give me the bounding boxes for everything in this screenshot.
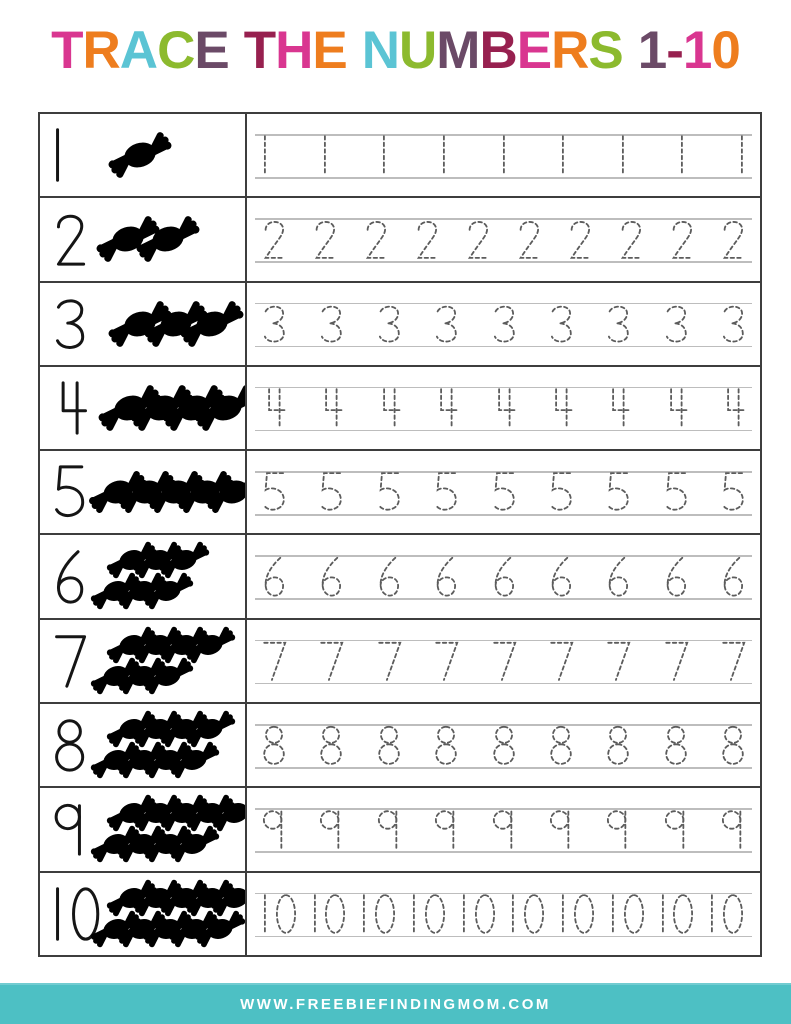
candy-group [40, 620, 245, 702]
trace-digit-row [260, 303, 747, 345]
trace-digit [310, 893, 350, 935]
trace-digit [547, 808, 575, 850]
candy-group [40, 114, 245, 196]
trace-digit [260, 218, 288, 260]
guide-line-bottom [255, 346, 752, 348]
trace-digit [464, 218, 492, 260]
trace-digit [260, 808, 288, 850]
number-cell [40, 535, 247, 617]
trace-digit-row [260, 893, 747, 935]
trace-digit [317, 724, 345, 766]
number-cell [40, 283, 247, 365]
trace-digit [311, 218, 339, 260]
trace-digit [662, 303, 690, 345]
trace-digit [317, 555, 345, 597]
title-letter: A [119, 21, 158, 80]
trace-digit [490, 471, 518, 513]
trace-digit [662, 555, 690, 597]
trace-digit [432, 303, 460, 345]
worksheet-row [40, 367, 760, 451]
trace-digit [490, 387, 518, 429]
candy-group [40, 704, 245, 786]
trace-digit [375, 555, 403, 597]
guide-line-bottom [255, 598, 752, 600]
trace-digit [317, 640, 345, 682]
trace-digit [547, 387, 575, 429]
footer-bar [0, 983, 791, 1024]
trace-digit [409, 893, 449, 935]
page-title [0, 21, 791, 80]
trace-digit-row [260, 471, 747, 513]
title-letter: E [312, 21, 347, 80]
trace-digit [719, 387, 747, 429]
trace-digit [662, 387, 690, 429]
trace-digit [604, 724, 632, 766]
trace-digit [490, 555, 518, 597]
trace-digit [260, 471, 288, 513]
title-letter: 0 [711, 21, 740, 80]
guide-line-bottom [255, 851, 752, 853]
worksheet-row [40, 873, 760, 955]
title-letter: N [361, 21, 400, 80]
trace-digit [359, 893, 399, 935]
guide-line-bottom [255, 261, 752, 263]
trace-cell [247, 451, 760, 533]
trace-digit [707, 893, 747, 935]
worksheet-row [40, 704, 760, 788]
trace-cell [247, 367, 760, 449]
number-cell [40, 873, 247, 955]
trace-digit [260, 134, 270, 176]
trace-digit [547, 471, 575, 513]
trace-digit [662, 640, 690, 682]
candy-group [40, 535, 245, 617]
trace-digit [662, 724, 690, 766]
title-letter: T [243, 21, 276, 80]
footer-url: WWW.FREEBIEFINDINGMOM.COM [240, 996, 551, 1013]
trace-digit [459, 893, 499, 935]
trace-digit [547, 555, 575, 597]
trace-digit [719, 640, 747, 682]
title-letter: 1 [637, 21, 667, 80]
trace-digit [375, 303, 403, 345]
trace-digit [432, 387, 460, 429]
trace-digit [375, 471, 403, 513]
trace-digit [379, 134, 389, 176]
trace-digit-row [260, 387, 747, 429]
worksheet-row [40, 451, 760, 535]
title-letter: T [51, 21, 83, 80]
trace-digit-row [260, 134, 747, 176]
trace-digit-row [260, 724, 747, 766]
title-letter: M [436, 21, 480, 80]
trace-digit [508, 893, 548, 935]
worksheet-row [40, 114, 760, 198]
candy-group [40, 788, 245, 870]
worksheet-row [40, 788, 760, 872]
worksheet-row [40, 283, 760, 367]
trace-digit [432, 471, 460, 513]
trace-cell [247, 114, 760, 196]
candy-group [40, 451, 245, 533]
title-letter: E [516, 21, 552, 80]
trace-digit [515, 218, 543, 260]
title-letter: H [275, 21, 313, 80]
trace-digit-row [260, 555, 747, 597]
number-cell [40, 620, 247, 702]
trace-digit [432, 640, 460, 682]
trace-digit [260, 724, 288, 766]
trace-digit [604, 808, 632, 850]
title-letter: S [588, 21, 623, 80]
trace-digit-row [260, 640, 747, 682]
trace-digit [490, 724, 518, 766]
trace-digit [490, 303, 518, 345]
trace-cell [247, 283, 760, 365]
number-cell [40, 114, 247, 196]
trace-digit [719, 724, 747, 766]
title-letter: C [157, 21, 195, 80]
title-letter: R [551, 21, 589, 80]
trace-digit [558, 893, 598, 935]
guide-line-bottom [255, 767, 752, 769]
trace-digit [737, 134, 747, 176]
guide-line-bottom [255, 177, 752, 179]
trace-digit [499, 134, 509, 176]
candy-group [40, 873, 245, 955]
guide-line-bottom [255, 430, 752, 432]
trace-digit [375, 808, 403, 850]
trace-digit [719, 808, 747, 850]
trace-digit [439, 134, 449, 176]
title-letter: E [194, 21, 229, 80]
trace-digit [719, 218, 747, 260]
trace-digit [608, 893, 648, 935]
worksheet-row [40, 620, 760, 704]
candy-icon [104, 130, 176, 180]
title-letter: - [666, 21, 683, 80]
guide-line-bottom [255, 936, 752, 938]
trace-cell [247, 620, 760, 702]
trace-digit-row [260, 808, 747, 850]
trace-cell [247, 535, 760, 617]
trace-digit [604, 387, 632, 429]
trace-digit [490, 808, 518, 850]
trace-digit [432, 555, 460, 597]
trace-digit [260, 640, 288, 682]
number-cell [40, 198, 247, 280]
trace-digit [375, 724, 403, 766]
trace-digit [719, 555, 747, 597]
trace-digit [547, 640, 575, 682]
trace-digit [604, 471, 632, 513]
trace-digit [317, 471, 345, 513]
trace-digit [558, 134, 568, 176]
trace-digit [260, 555, 288, 597]
trace-digit [317, 387, 345, 429]
trace-cell [247, 873, 760, 955]
title-letter: 1 [682, 21, 712, 80]
trace-digit [566, 218, 594, 260]
trace-digit [604, 555, 632, 597]
trace-digit [413, 218, 441, 260]
trace-digit [719, 471, 747, 513]
trace-digit [604, 303, 632, 345]
title-letter: B [479, 21, 517, 80]
trace-digit [658, 893, 698, 935]
number-cell [40, 367, 247, 449]
worksheet-row [40, 535, 760, 619]
trace-cell [247, 704, 760, 786]
candy-group [40, 367, 245, 449]
trace-digit [362, 218, 390, 260]
candy-group [40, 198, 245, 280]
trace-digit [317, 303, 345, 345]
trace-digit [677, 134, 687, 176]
trace-digit [260, 387, 288, 429]
candy-group [40, 283, 245, 365]
trace-digit [320, 134, 330, 176]
guide-line-bottom [255, 514, 752, 516]
trace-digit [604, 640, 632, 682]
title-letter: U [399, 21, 437, 80]
trace-digit-row [260, 218, 747, 260]
worksheet-row [40, 198, 760, 282]
trace-digit [668, 218, 696, 260]
trace-digit [662, 808, 690, 850]
trace-digit [260, 893, 300, 935]
title-letter: R [82, 21, 120, 80]
trace-digit [432, 724, 460, 766]
trace-digit [547, 724, 575, 766]
trace-digit [317, 808, 345, 850]
trace-cell [247, 198, 760, 280]
trace-digit [617, 218, 645, 260]
number-cell [40, 451, 247, 533]
trace-digit [490, 640, 518, 682]
trace-digit [260, 303, 288, 345]
trace-digit [618, 134, 628, 176]
guide-line-bottom [255, 683, 752, 685]
worksheet-table [38, 112, 762, 957]
trace-digit [662, 471, 690, 513]
trace-cell [247, 788, 760, 870]
trace-digit [547, 303, 575, 345]
number-cell [40, 704, 247, 786]
trace-digit [375, 640, 403, 682]
trace-digit [375, 387, 403, 429]
trace-digit [432, 808, 460, 850]
trace-digit [719, 303, 747, 345]
number-cell [40, 788, 247, 870]
